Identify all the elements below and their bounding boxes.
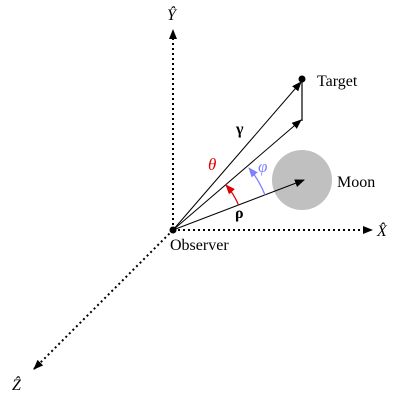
moon-disk <box>272 150 332 210</box>
theta-label: θ <box>208 155 217 174</box>
observer-point <box>170 227 177 234</box>
target-label: Target <box>317 73 358 90</box>
x-axis-label: X̂ <box>377 223 387 240</box>
moon-label: Moon <box>337 174 376 191</box>
rho-label: ρ <box>235 205 244 222</box>
theta-arc <box>226 185 239 205</box>
gamma-label: γ <box>236 121 244 138</box>
z-axis <box>34 230 173 369</box>
target-point <box>299 76 306 83</box>
y-axis-label: Ŷ <box>167 7 176 24</box>
observer-label: Observer <box>170 237 229 254</box>
z-axis-label: Ẑ <box>12 377 21 394</box>
phi-label: φ <box>258 157 268 176</box>
